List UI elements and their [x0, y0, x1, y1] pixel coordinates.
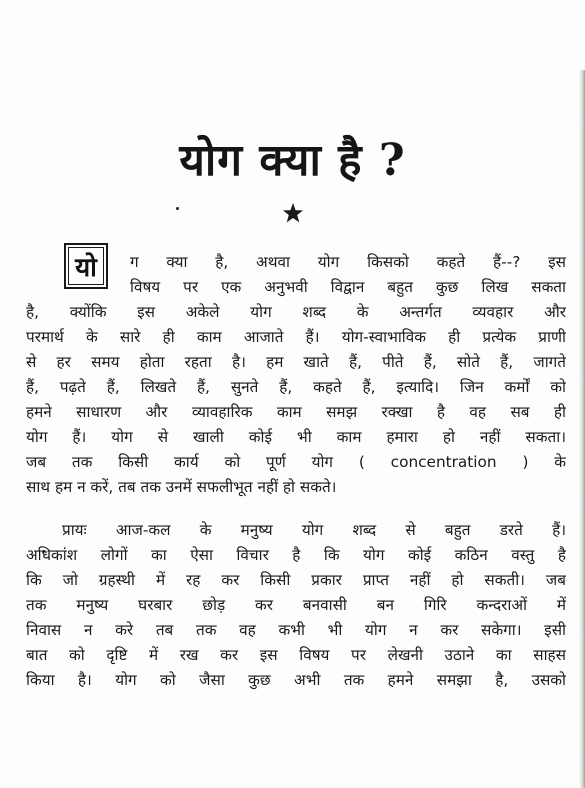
text-line: योग हैं। योग से खाली कोई भी काम हमारा हो नहीं सकता।	[26, 428, 566, 446]
text-line: बात को दृष्टि में रख कर इस विषय पर लेखनी उठाने का साहस	[26, 646, 566, 664]
ink-speck	[176, 207, 179, 210]
text-line: निवास न करे तब तक वह कभी भी योग न कर सकेगा। इसी	[26, 621, 566, 639]
text-line: से हर समय होता रहता है। हम खाते हैं, पीते हैं, सोते हैं, जागते	[26, 353, 566, 371]
text-line: परमार्थ के सारे ही काम आजाते हैं। योग-स्वाभाविक ही प्रत्येक प्राणी	[26, 328, 566, 346]
text-line: प्रायः आज-कल के मनुष्य योग शब्द से बहुत डरते हैं।	[62, 521, 566, 539]
star-ornament-icon	[282, 202, 304, 224]
text-line: हमने साधारण और व्यावहारिक काम समझ रक्खा है वह सब ही	[26, 403, 566, 421]
text-line: तक मनुष्य घरबार छोड़ कर बनवासी बन गिरि कन्दराओं में	[26, 596, 566, 614]
text-line: साथ हम न करें, तब तक उनमें सफलीभूत नहीं हो सकते।	[26, 478, 337, 496]
text-line: किया है। योग को जैसा कुछ अभी तक हमने समझा है, उसको	[26, 671, 566, 689]
text-line: विषय पर एक अनुभवी विद्वान बहुत कुछ लिख सकता	[130, 278, 566, 296]
text-line: कि जो ग्रहस्थी में रह कर किसी प्रकार प्राप्त नहीं हो सकती। जब	[26, 571, 566, 589]
text-line: अधिकांश लोगों का ऐसा विचार है कि योग कोई कठिन वस्तु है	[26, 546, 566, 564]
drop-cap: यो	[64, 243, 108, 289]
chapter-title: योग क्या है ?	[179, 135, 406, 186]
text-line: जब तक किसी कार्य को पूर्ण योग ( concentration ) के	[26, 453, 566, 471]
text-line: ग क्या है, अथवा योग किसको कहते हैं--? इस	[130, 253, 566, 271]
text-line: हैं, पढ़ते हैं, लिखते हैं, सुनते हैं, कहते हैं, इत्यादि। जिन कर्मों को	[26, 378, 566, 396]
text-line: है, क्योंकि इस अकेले योग शब्द के अन्तर्गत व्यवहार और	[26, 303, 566, 321]
